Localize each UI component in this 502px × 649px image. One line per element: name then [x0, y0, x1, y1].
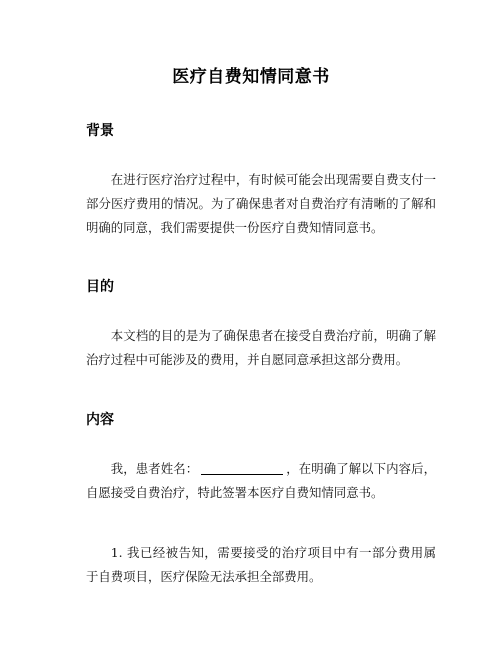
item-1-paragraph: 1. 我已经被告知，需要接受的治疗项目中有一部分费用属于自费项目，医疗保险无法承担全部费用。: [86, 545, 436, 584]
section-heading-purpose: 目的: [86, 279, 114, 295]
background-paragraph: 在进行医疗治疗过程中，有时候可能会出现需要自费支付一部分医疗费用的情况。为了确保患者对自费治疗有清晰的了解和明确的同意，我们需要提供一份医疗自费知情同意书。: [86, 172, 436, 235]
patient-name-blank[interactable]: [201, 462, 283, 475]
consent-intro-text: 我，患者姓名：: [110, 461, 199, 476]
section-heading-content: 内容: [86, 412, 114, 428]
purpose-paragraph: 本文档的目的是为了确保患者在接受自费治疗前，明确了解治疗过程中可能涉及的费用，并自愿同意承担这部分费用。: [86, 328, 436, 367]
consent-statement-paragraph: [86, 457, 436, 505]
consent-statement-text: ，在明确了解以下内容后，自愿接受自费治疗，特此签署本医疗自费知情同意书。: [86, 461, 436, 500]
section-heading-background: 背景: [86, 123, 114, 139]
document-title: 医疗自费知情同意书: [172, 67, 330, 87]
